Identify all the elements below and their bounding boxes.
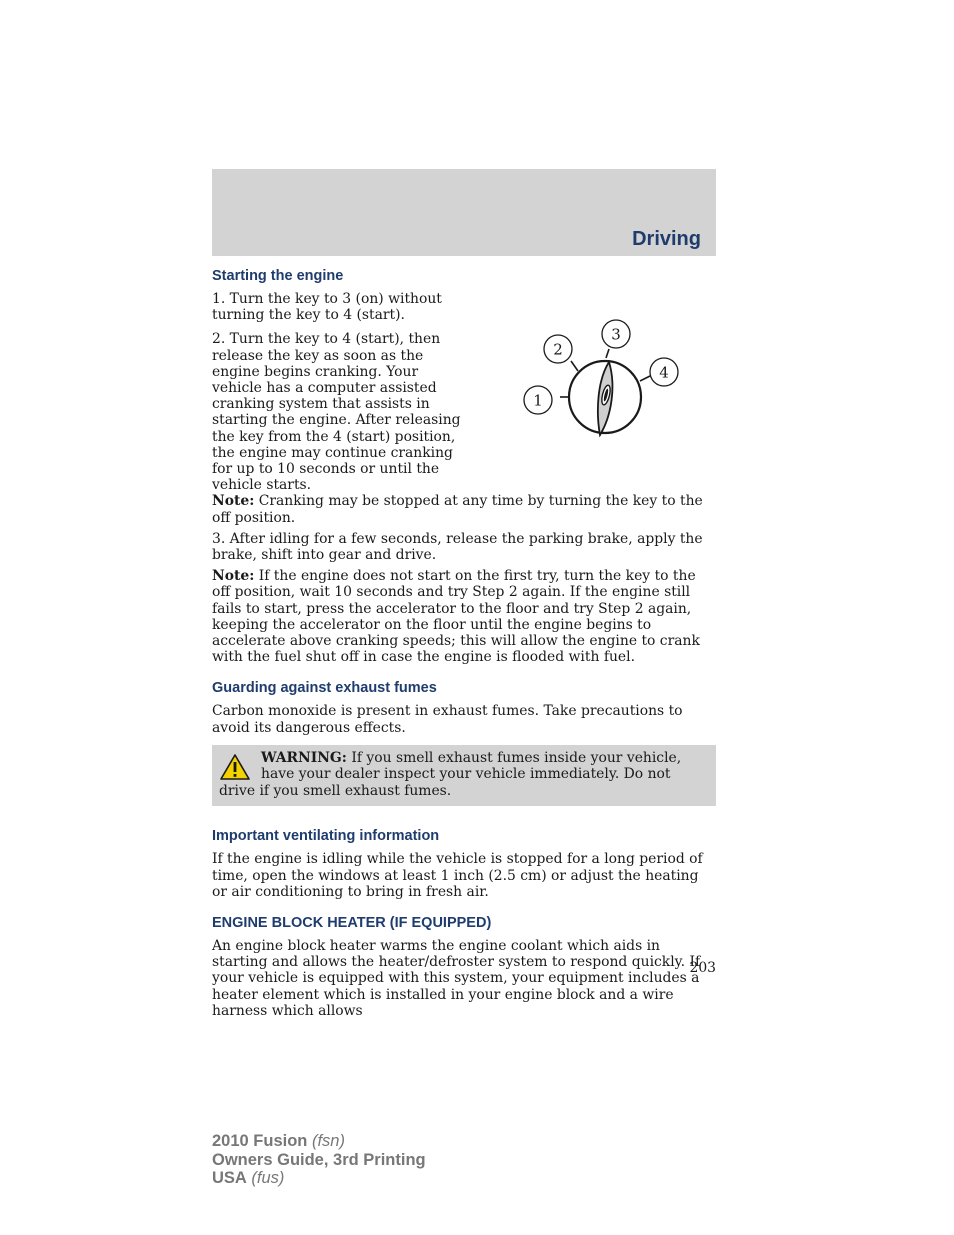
warning-triangle-icon (219, 753, 251, 781)
document-footer (212, 1132, 426, 1188)
section-title: Driving (632, 228, 701, 250)
position-label-3: 3 (611, 325, 621, 344)
position-marker-3 (602, 320, 630, 358)
position-marker-2 (544, 335, 578, 371)
footer-line-1 (212, 1132, 426, 1151)
ignition-key-diagram (520, 315, 690, 441)
ignition-cylinder (569, 361, 641, 435)
page-number: 203 (689, 960, 716, 976)
footer-line-3 (212, 1169, 426, 1188)
footer-model: 2010 Fusion (212, 1132, 308, 1150)
warning-box (212, 745, 716, 807)
section-banner (212, 169, 716, 256)
warning-body: If you smell exhaust fumes inside your vehicle, have your dealer inspect your vehicle immediately. Do not drive if you smell exhaust fumes. (219, 749, 682, 799)
heading-exhaust-fumes: Guarding against exhaust fumes (212, 680, 437, 697)
heading-block-heater: ENGINE BLOCK HEATER (IF EQUIPPED) (212, 914, 492, 931)
note-2-label: Note: (212, 568, 255, 585)
note-1-body: Cranking may be stopped at any time by turning the key to the off position. (212, 493, 703, 526)
position-label-1: 1 (533, 391, 543, 410)
step-1-text: 1. Turn the key to 3 (on) without turning the key to 4 (start). (212, 291, 442, 324)
note-1 (212, 493, 716, 525)
position-marker-4 (640, 358, 678, 386)
position-label-4: 4 (659, 363, 669, 382)
note-2 (212, 568, 716, 665)
block-heater-text: An engine block heater warms the engine coolant which aids in starting and allows the heater/defroster system to respond quickly. If your vehicle is equipped with this system, your equipment includes a heater element which is installed in your engine block and a wire harness which allows (212, 937, 701, 1019)
note-2-body: If the engine does not start on the first try, turn the key to the off position, wait 10 seconds and try Step 2 again. If the engine still fails to start, press the accelerator to the floor and try Step 2 again, keeping the accelerator on the floor until the engine begins to accelerate above cranking speeds; this will allow the engine to crank with the fuel shut off in case the engine is flooded with fuel. (212, 568, 700, 666)
footer-edition: Owners Guide, 3rd Printing (212, 1150, 426, 1169)
page-content (212, 266, 716, 1019)
warning-text (219, 750, 708, 800)
position-marker-1 (524, 386, 570, 414)
exhaust-fumes-text: Carbon monoxide is present in exhaust fumes. Take precautions to avoid its dangerous effects. (212, 703, 683, 736)
step-2-body: 2. Turn the key to 4 (start), then release the key as soon as the engine begins cranking. Your vehicle has a computer assisted cranking system that assists in starting the engine. After releasing the key from the 4 (start) position, the engine may continue cranking for up to 10 seconds or until the vehicle starts. (212, 331, 461, 494)
footer-model-code: (fsn) (307, 1132, 345, 1150)
heading-starting-engine: Starting the engine (212, 268, 344, 284)
step-3-text: 3. After idling for a few seconds, release the parking brake, apply the brake, shift into gear and drive. (212, 530, 703, 564)
position-label-2: 2 (553, 340, 563, 359)
ventilating-text: If the engine is idling while the vehicle is stopped for a long period of time, open the windows at least 1 inch (2.5 cm) or adjust the heating or air conditioning to bring in fresh air. (212, 851, 703, 900)
note-1-label: Note: (212, 493, 255, 510)
step-2-text (212, 331, 464, 493)
heading-ventilating: Important ventilating information (212, 828, 440, 845)
starting-steps-block (212, 291, 716, 493)
footer-market-code: (fus) (246, 1169, 285, 1187)
footer-line-2 (212, 1151, 426, 1170)
warning-label: WARNING: (261, 749, 347, 766)
footer-market: USA (212, 1169, 247, 1187)
